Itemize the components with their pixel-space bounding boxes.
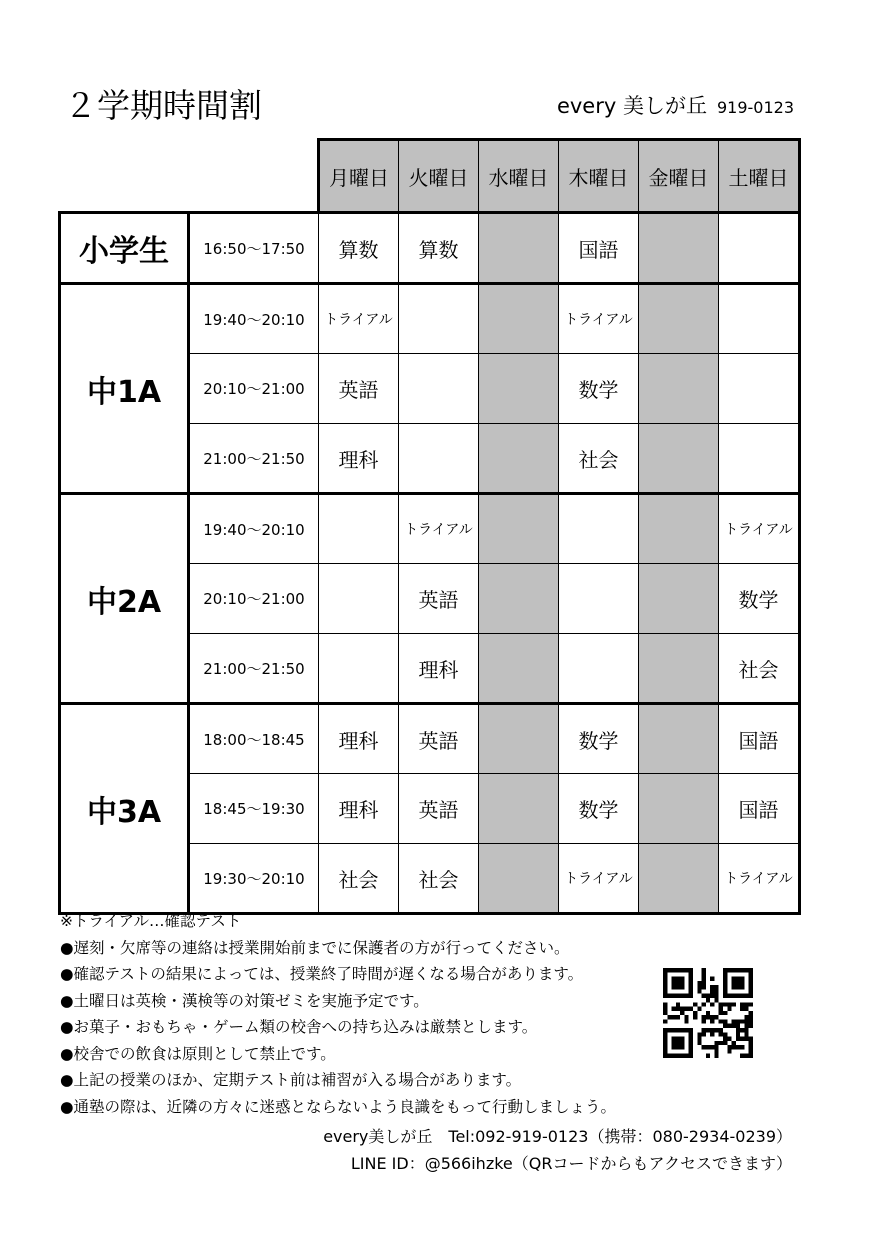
subject-cell xyxy=(719,213,800,284)
note-line: ●土曜日は英検・漢検等の対策ゼミを実施予定です。 xyxy=(60,991,429,1010)
contact-info xyxy=(323,1123,792,1177)
subject-cell: 数学 xyxy=(719,564,800,634)
note-line: ※トライアル…確認テスト xyxy=(60,912,242,930)
time-slot: 20:10～21:00 xyxy=(189,354,319,424)
subject-cell xyxy=(639,424,719,494)
subject-cell xyxy=(479,774,559,844)
subject-cell: 理科 xyxy=(319,774,399,844)
day-header: 火曜日 xyxy=(399,140,479,213)
note-line: ●お菓子・おもちゃ・ゲーム類の校舎への持ち込みは厳禁とします。 xyxy=(60,1018,538,1036)
subject-cell xyxy=(479,494,559,564)
note-line: ●通塾の際は、近隣の方々に迷惑とならないよう良識をもって行動しましょう。 xyxy=(60,1097,617,1116)
subject-cell xyxy=(639,564,719,634)
subject-cell xyxy=(639,494,719,564)
subject-cell: 算数 xyxy=(319,213,399,284)
day-header: 金曜日 xyxy=(639,140,719,213)
subject-cell xyxy=(639,634,719,704)
header-row xyxy=(60,140,800,213)
time-slot: 18:00～18:45 xyxy=(189,704,319,774)
grade-label: 中2A xyxy=(60,494,189,704)
subject-cell xyxy=(639,704,719,774)
note-line: ●校舎での飲食は原則として禁止です。 xyxy=(60,1044,336,1063)
grade-label: 中3A xyxy=(60,704,189,914)
time-slot: 16:50～17:50 xyxy=(189,213,319,284)
time-slot: 19:30～20:10 xyxy=(189,844,319,914)
subject-cell: トライアル xyxy=(399,494,479,564)
time-slot: 19:40～20:10 xyxy=(189,284,319,354)
subject-cell: 英語 xyxy=(399,564,479,634)
subject-cell: 理科 xyxy=(319,424,399,494)
subject-cell xyxy=(479,354,559,424)
corner-cell xyxy=(60,140,319,213)
subject-cell: 英語 xyxy=(399,704,479,774)
subject-cell xyxy=(319,634,399,704)
time-slot: 18:45～19:30 xyxy=(189,774,319,844)
subject-cell xyxy=(399,424,479,494)
subject-cell: 理科 xyxy=(319,704,399,774)
school-header xyxy=(557,92,794,122)
subject-cell xyxy=(639,844,719,914)
day-header: 木曜日 xyxy=(559,140,639,213)
subject-cell xyxy=(399,284,479,354)
subject-cell: 理科 xyxy=(399,634,479,704)
table-row xyxy=(60,213,800,284)
contact-phone: every美しが丘 Tel:092-919-0123（携帯：080-2934-0239） xyxy=(323,1127,792,1146)
subject-cell: トライアル xyxy=(719,844,800,914)
subject-cell: 国語 xyxy=(719,704,800,774)
grade-label: 小学生 xyxy=(60,213,189,284)
subject-cell xyxy=(479,213,559,284)
time-slot: 21:00～21:50 xyxy=(189,424,319,494)
subject-cell: 社会 xyxy=(399,844,479,914)
subject-cell xyxy=(479,704,559,774)
subject-cell xyxy=(719,354,800,424)
table-row xyxy=(60,704,800,774)
subject-cell xyxy=(479,634,559,704)
subject-cell: トライアル xyxy=(559,844,639,914)
subject-cell: 数学 xyxy=(559,704,639,774)
page-title: ２学期時間割 xyxy=(64,86,262,125)
subject-cell: 国語 xyxy=(719,774,800,844)
subject-cell: 社会 xyxy=(719,634,800,704)
day-header: 月曜日 xyxy=(319,140,399,213)
subject-cell: 数学 xyxy=(559,354,639,424)
subject-cell xyxy=(719,424,800,494)
subject-cell xyxy=(639,354,719,424)
subject-cell xyxy=(319,564,399,634)
subject-cell: 社会 xyxy=(559,424,639,494)
time-slot: 21:00～21:50 xyxy=(189,634,319,704)
subject-cell xyxy=(639,213,719,284)
subject-cell: トライアル xyxy=(719,494,800,564)
subject-cell xyxy=(559,634,639,704)
time-slot: 19:40～20:10 xyxy=(189,494,319,564)
note-line: ●上記の授業のほか、定期テスト前は補習が入る場合があります。 xyxy=(60,1071,522,1089)
subject-cell xyxy=(479,564,559,634)
time-slot: 20:10～21:00 xyxy=(189,564,319,634)
subject-cell: 社会 xyxy=(319,844,399,914)
subject-cell: 英語 xyxy=(319,354,399,424)
note-line: ●遅刻・欠席等の連絡は授業開始前までに保護者の方が行ってください。 xyxy=(60,938,570,957)
subject-cell xyxy=(399,354,479,424)
timetable xyxy=(58,138,801,915)
subject-cell xyxy=(719,284,800,354)
subject-cell xyxy=(559,494,639,564)
day-header: 土曜日 xyxy=(719,140,800,213)
subject-cell: 国語 xyxy=(559,213,639,284)
note-line: ●確認テストの結果によっては、授業終了時間が遅くなる場合があります。 xyxy=(60,965,584,983)
school-name: every 美しが丘 xyxy=(556,94,707,118)
subject-cell xyxy=(559,564,639,634)
school-code: 919-0123 xyxy=(716,98,794,117)
subject-cell: 英語 xyxy=(399,774,479,844)
table-row xyxy=(60,284,800,354)
subject-cell xyxy=(479,284,559,354)
subject-cell xyxy=(639,284,719,354)
subject-cell: 数学 xyxy=(559,774,639,844)
grade-label: 中1A xyxy=(60,284,189,494)
subject-cell xyxy=(479,424,559,494)
contact-line-id: LINE ID：@566ihzke（QRコードからもアクセスできます） xyxy=(350,1154,792,1173)
day-header: 水曜日 xyxy=(479,140,559,213)
subject-cell: トライアル xyxy=(319,284,399,354)
subject-cell xyxy=(639,774,719,844)
qr-code-icon xyxy=(663,968,753,1058)
subject-cell: トライアル xyxy=(559,284,639,354)
subject-cell: 算数 xyxy=(399,213,479,284)
table-row xyxy=(60,494,800,564)
subject-cell xyxy=(479,844,559,914)
subject-cell xyxy=(319,494,399,564)
